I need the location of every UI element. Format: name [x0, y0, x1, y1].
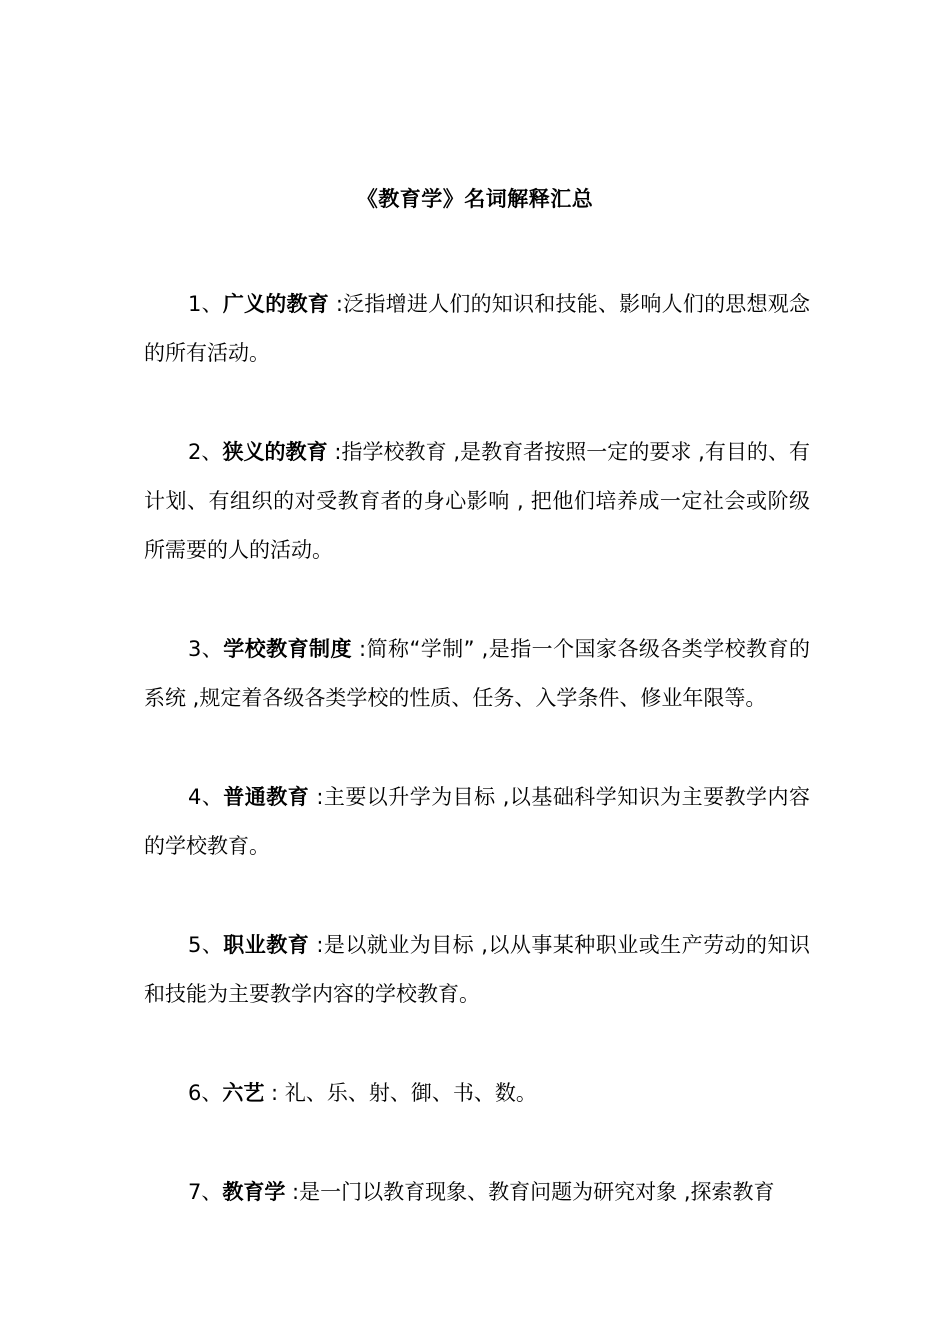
document-title: 《教育学》名词解释汇总: [356, 187, 594, 211]
entry-list: [144, 280, 810, 1267]
entry-term: 学校教育制度: [223, 637, 352, 661]
entry-definition: 简称“学制” ,是指一个国家各级各类学校教育的系统 ,规定着各级各类学校的性质、任务、入学条件、修业年限等。: [144, 637, 810, 710]
entry-term: 六艺: [222, 1081, 265, 1105]
entry-5: [144, 921, 810, 1019]
entry-6: [144, 1069, 810, 1118]
entry-1: [144, 280, 810, 378]
entry-7: [144, 1168, 810, 1217]
entry-separator: :: [327, 440, 342, 464]
entry-number: 5、: [188, 933, 224, 957]
entry-number: 2、: [188, 440, 223, 464]
entry-4: [144, 773, 810, 871]
entry-definition: 泛指增进人们的知识和技能、影响人们的思想观念的所有活动。: [144, 292, 810, 365]
entry-definition: 指学校教育 ,是教育者按照一定的要求 ,有目的、有计划、有组织的对受教育者的身心影响 , 把他们培养成一定社会或阶级所需要的人的活动。: [144, 440, 810, 562]
entry-separator: :: [309, 933, 324, 957]
entry-term: 职业教育: [223, 933, 310, 957]
entry-term: 普通教育: [223, 785, 310, 809]
entry-number: 3、: [188, 637, 224, 661]
entry-number: 1、: [188, 292, 223, 316]
entry-separator: :: [285, 1180, 300, 1204]
entry-separator: :: [264, 1081, 279, 1105]
entry-separator: :: [309, 785, 324, 809]
entry-definition: 是一门以教育现象、教育问题为研究对象 ,探索教育: [299, 1180, 775, 1204]
entry-definition: 是以就业为目标 ,以从事某种职业或生产劳动的知识和技能为主要教学内容的学校教育。: [144, 933, 810, 1006]
entry-number: 7、: [188, 1180, 223, 1204]
entry-2: [144, 428, 810, 575]
entry-number: 6、: [188, 1081, 223, 1105]
entry-term: 广义的教育: [222, 292, 329, 316]
entry-separator: :: [351, 637, 367, 661]
entry-3: [144, 625, 810, 723]
entry-term: 狭义的教育: [222, 440, 328, 464]
entry-term: 教育学: [222, 1180, 286, 1204]
entry-definition: 礼、乐、射、御、书、数。: [278, 1081, 537, 1105]
entry-number: 4、: [188, 785, 224, 809]
entry-separator: :: [328, 292, 343, 316]
entry-definition: 主要以升学为目标 ,以基础科学知识为主要教学内容的学校教育。: [144, 785, 810, 858]
